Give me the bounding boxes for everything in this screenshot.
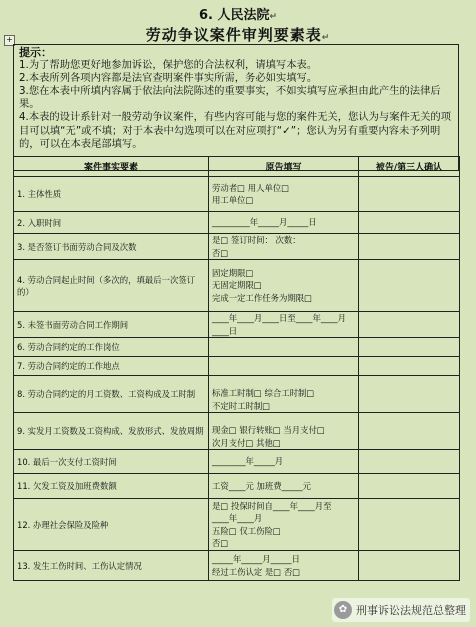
table-row [14, 234, 460, 260]
element-label: 6. 劳动合同约定的工作岗位 [14, 338, 209, 357]
plaintiff-field[interactable] [209, 499, 359, 551]
table-row [14, 474, 460, 499]
plaintiff-field[interactable] [209, 474, 359, 499]
defendant-confirm-field[interactable] [359, 450, 460, 474]
defendant-confirm-field[interactable] [359, 551, 460, 581]
field-line: 标准工时制□ 综合工时制□ [212, 388, 315, 398]
element-label: 7. 劳动合同约定的工作地点 [14, 357, 209, 376]
defendant-confirm-field[interactable] [359, 177, 460, 212]
table-row [14, 212, 460, 234]
table-row [14, 413, 460, 450]
field-line: 工资____元 加班费_____元 [212, 480, 311, 491]
defendant-confirm-field[interactable] [359, 338, 460, 357]
table-row [14, 260, 460, 312]
wechat-icon: ✿ [334, 601, 352, 619]
element-label: 12. 办理社会保险及险种 [14, 499, 209, 551]
column-header-plaintiff: 原告填写 [209, 157, 359, 177]
notice-heading: 提示： [19, 46, 52, 59]
plaintiff-field[interactable] [209, 551, 359, 581]
field-line [212, 342, 355, 353]
plaintiff-field[interactable] [209, 450, 359, 474]
plaintiff-field[interactable] [209, 260, 359, 312]
element-label: 2. 入职时间 [14, 212, 209, 234]
defendant-confirm-field[interactable] [359, 357, 460, 376]
notice-line: 3.您在本表中所填内容属于依法向法院陈述的重要事实，不如实填写应承担由此产生的法律后果。 [19, 85, 441, 111]
field-line: 劳动者□ 用人单位□ [212, 182, 290, 193]
plaintiff-field[interactable] [209, 357, 359, 376]
defendant-confirm-field[interactable] [359, 413, 460, 450]
field-line: 无固定期限□ [212, 280, 262, 291]
field-line [212, 361, 355, 372]
element-label: 10. 最后一次支付工资时间 [14, 450, 209, 474]
defendant-confirm-field[interactable] [359, 499, 460, 551]
field-line: 五险□ 仅工伤险□ [212, 525, 281, 536]
column-header-elements: 案件事实要素 [14, 157, 209, 177]
table-row [14, 312, 460, 338]
table-row [14, 177, 460, 212]
plaintiff-field[interactable] [209, 376, 359, 413]
element-label: 3. 是否签订书面劳动合同及次数 [14, 234, 209, 260]
table-row [14, 376, 460, 413]
table-row [14, 450, 460, 474]
element-label: 8. 劳动合同约定的月工资数、工资构成及工时制 [14, 376, 209, 413]
element-label: 4. 劳动合同起止时间（多次的，填最后一次签订的） [14, 260, 209, 312]
defendant-confirm-field[interactable] [359, 212, 460, 234]
element-label: 1. 主体性质 [14, 177, 209, 212]
plaintiff-field[interactable] [209, 312, 359, 338]
notice-line: 2.本表所列各项内容都是法官查明案件事实所需，务必如实填写。 [19, 72, 318, 85]
notice-line: 4.本表的设计系针对一般劳动争议案件，有些内容可能与您的案件无关，您认为与案件无关的项目可以填“无”或不填；对于本表中勾选项可以在对应项打“✓”；您认为另有重要内容未予列明的，可以在本表尾部填写。 [19, 111, 451, 150]
field-line: 是□ 投保时间自____年____月至 [212, 500, 332, 511]
field-line: ____年____月____日至____年____月____日 [212, 313, 346, 336]
table-move-handle-icon[interactable]: + [4, 35, 15, 46]
defendant-confirm-field[interactable] [359, 376, 460, 413]
notice-line: 1.为了帮助您更好地参加诉讼，保护您的合法权利，请填写本表。 [19, 59, 318, 72]
form-title: 劳动争议案件审判要素表↵ [145, 26, 331, 44]
field-line: 否□ [212, 247, 229, 258]
defendant-confirm-field[interactable] [359, 474, 460, 499]
field-line [212, 413, 355, 424]
field-line: 次月支付□ 其他□ [212, 437, 281, 448]
field-line: ____年____月 [212, 513, 263, 523]
table-row [14, 551, 460, 581]
plaintiff-field[interactable] [209, 234, 359, 260]
field-line: 经过工伤认定 是□ 否□ [212, 566, 301, 577]
plaintiff-field[interactable] [209, 177, 359, 212]
elements-table [13, 156, 460, 581]
notice-box [13, 44, 459, 171]
field-line [212, 376, 355, 387]
plaintiff-field[interactable] [209, 338, 359, 357]
field-line: 现金□ 银行转账□ 当月支付□ [212, 425, 325, 435]
table-row [14, 357, 460, 376]
defendant-confirm-field[interactable] [359, 260, 460, 312]
page-title: 6. 人民法院↵ [198, 8, 278, 23]
element-label: 11. 欠发工资及加班费数额 [14, 474, 209, 499]
plaintiff-field[interactable] [209, 212, 359, 234]
field-line: 不定时工时制□ [212, 400, 271, 411]
field-line: ________年_____月 [212, 456, 284, 467]
field-line: 是□ 签订时间： 次数： [212, 235, 301, 245]
field-line: 用工单位□ [212, 195, 254, 205]
table-row [14, 499, 460, 551]
element-label: 13. 发生工伤时间、工伤认定情况 [14, 551, 209, 581]
element-label: 5. 未签书面劳动合同工作期间 [14, 312, 209, 338]
table-row [14, 338, 460, 357]
column-header-defendant: 被告/第三人确认 [359, 157, 460, 177]
field-line: 否□ [212, 538, 229, 548]
table-header-row [14, 157, 460, 177]
watermark: ✿ 刑事诉讼法规范总整理 [332, 598, 470, 622]
defendant-confirm-field[interactable] [359, 312, 460, 338]
defendant-confirm-field[interactable] [359, 234, 460, 260]
element-label: 9. 实发月工资数及工资构成、发放形式、发放周期 [14, 413, 209, 450]
field-line: 完成一定工作任务为期限□ [212, 292, 313, 303]
field-line: _____年_____月_____日 [212, 554, 300, 564]
plaintiff-field[interactable] [209, 413, 359, 450]
field-line: 固定期限□ [212, 267, 254, 278]
field-line: _________年_____月_____日 [212, 217, 317, 228]
